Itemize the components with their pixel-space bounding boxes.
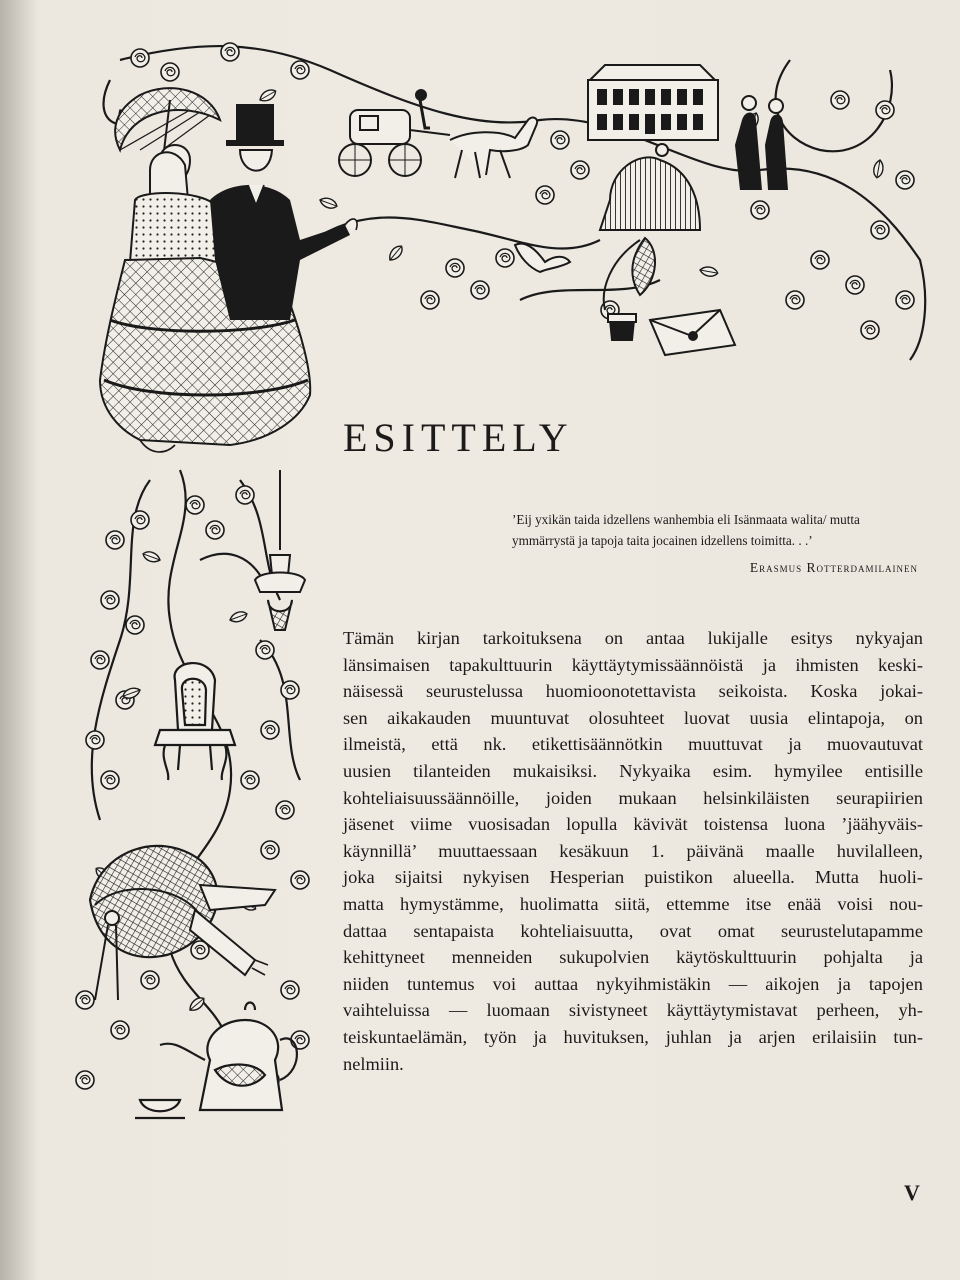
epigraph: [512, 509, 922, 578]
body-line: joka sijaitsi nykyisen Hesperian puistikon alueella. Mutta huoli-: [343, 867, 923, 888]
body-line: niiden tuntemus voi auttaa nykyihmistäkin — aikojen ja tapojen: [343, 973, 923, 994]
body-line: käynnillä’ muuttaessaan kesäkuun 1. päivänä maalle huvilalleen,: [343, 840, 923, 861]
body-line: dattaa sentapaista kohteliaisuutta, ovat omat seurustelutapamme: [343, 920, 923, 941]
epigraph-quote: ’Eij yxikän taida idzellens wanhembia eli Isänmaata walita/ mutta ymmärrystä ja tapoja taita jocainen idzellens toimitta. . .’: [512, 512, 860, 548]
body-line: sen aikakauden muuntuvat olosuhteet luovat uusia elintapoja, on: [343, 707, 923, 728]
body-paragraph: [343, 625, 923, 1077]
chair: [155, 663, 235, 780]
body-line: kehittyneet menneiden sukupolvien käytöskulttuurin pohjalta ja: [343, 947, 923, 968]
body-line: näisessä seurustelussa huomioonotettavista seikoista. Koska jokai-: [343, 681, 923, 702]
hanging-lamp: [255, 470, 305, 630]
body-line: Tämän kirjan tarkoituksena on antaa lukijalle esitys nykyajan: [343, 628, 923, 648]
body-line: ilmeistä, että nk. etikettisäännötkin muuttuvat ja muovautuvat: [343, 734, 923, 755]
body-line: teiskuntaelämän, työn ja huvituksen, juhlan ja arjen erilaisiin tun-: [343, 1026, 923, 1047]
chapter-heading: ESITTELY: [343, 415, 574, 460]
epigraph-author: Erasmus Rotterdamilainen: [749, 560, 918, 575]
body-line: länsimaisen tapakulttuurin käyttäytymissäännöistä ja ihmisten keski-: [343, 654, 923, 675]
body-line: uusien tilanteiden mukaisiksi. Nykyaika esim. hymyilee entisille: [343, 760, 923, 781]
body-line: nelmiin.: [343, 1053, 404, 1074]
body-line: jäsenet viime vuosisadan lopulla kävivät toistensa luona ’jäähyväis-: [343, 814, 923, 835]
teapot-and-teacup: [135, 1003, 297, 1119]
carriage: [339, 90, 450, 176]
horse: [450, 118, 537, 178]
body-line: vaihteluissa — luomaan sivistyneet käyttäytymistavat perheen, yh-: [343, 1000, 923, 1021]
gentleman-in-top-hat: [210, 104, 357, 320]
dove-quill-inkwell: [515, 238, 735, 355]
rose-vine-left: [92, 470, 300, 1060]
page-number: V: [904, 1180, 920, 1205]
manor-house: [588, 65, 718, 140]
body-line: kohteliaisuussäännöille, joiden mukaan helsinkiläisten seurapiirien: [343, 787, 923, 808]
body-line: matta hymystämme, huolimatta siitä, ettemme itse enää voisi nou-: [343, 893, 923, 914]
